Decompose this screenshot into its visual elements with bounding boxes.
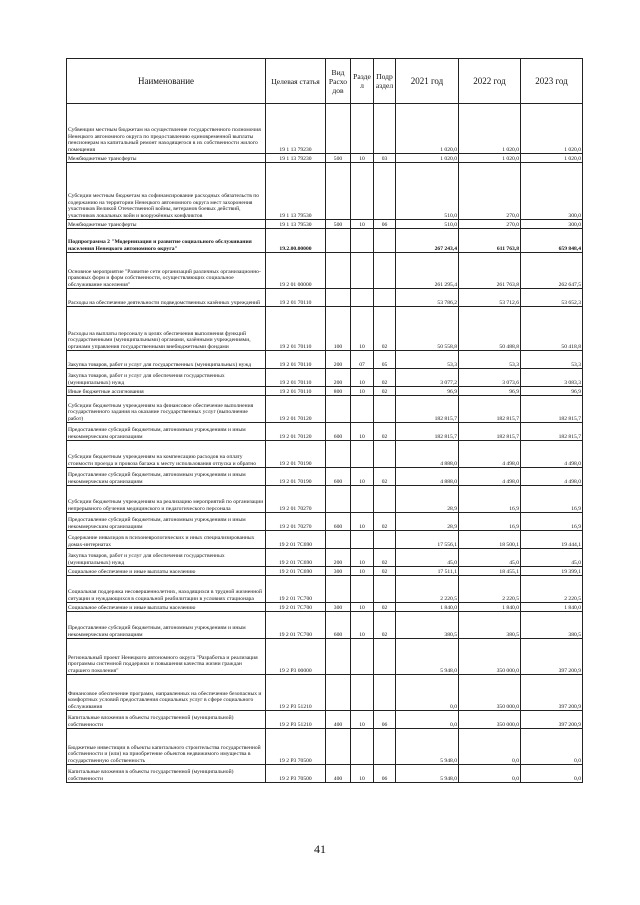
cell-kind: 100 — [326, 307, 351, 351]
header-kind: Вид Расхо дов — [326, 59, 351, 104]
table-row — [67, 576, 583, 603]
table-row — [67, 163, 583, 220]
cell-subsection — [374, 639, 396, 675]
cell-2021: 182 815,7 — [396, 396, 459, 423]
cell-name: Закупка товаров, работ и услуг для обеспечения государственных (муниципальных) нужд — [67, 369, 266, 387]
cell-subsection — [374, 531, 396, 549]
cell-target: 19 2 01 7С700 — [266, 576, 326, 603]
header-section: Разде л — [351, 59, 374, 104]
cell-2023: 4 498,0 — [521, 468, 583, 486]
cell-kind: 600 — [326, 468, 351, 486]
cell-subsection — [374, 253, 396, 289]
cell-target: 19 2 01 70120 — [266, 396, 326, 423]
cell-2021: 53 786,2 — [396, 289, 459, 307]
cell-subsection — [374, 675, 396, 711]
header-2023: 2023 год — [521, 59, 583, 104]
table-row — [67, 289, 583, 307]
cell-kind: 200 — [326, 351, 351, 369]
cell-2021: 17 556,1 — [396, 531, 459, 549]
header-2021: 2021 год — [396, 59, 459, 104]
cell-kind — [326, 163, 351, 220]
page-number: 41 — [314, 842, 326, 856]
cell-section: 10 — [351, 423, 374, 441]
cell-2023: 1 840,0 — [521, 603, 583, 612]
cell-target: 19 2 01 70270 — [266, 513, 326, 531]
cell-2023: 380,5 — [521, 612, 583, 639]
cell-target: 19 2 01 7С700 — [266, 612, 326, 639]
cell-2023: 3 083,3 — [521, 369, 583, 387]
cell-name: Субсидии бюджетным учреждениям на реализацию мероприятий по организации непрерывного обучения медицинского и педагогического персонала — [67, 486, 266, 513]
cell-2022: 1 020,0 — [459, 104, 521, 154]
cell-kind — [326, 229, 351, 253]
cell-name: Социальная поддержка несовершеннолетних, находящихся в трудной жизненной ситуации и нуждающихся в социальной реабилитации в условиях стационара — [67, 576, 266, 603]
cell-2023: 2 220,5 — [521, 576, 583, 603]
cell-kind: 500 — [326, 220, 351, 229]
table-row — [67, 351, 583, 369]
cell-2022: 380,5 — [459, 612, 521, 639]
cell-2021: 96,9 — [396, 387, 459, 396]
cell-name: Предоставление субсидий бюджетным, автономным учреждениям и иным некоммерческим организациям — [67, 612, 266, 639]
cell-2021: 267 243,4 — [396, 229, 459, 253]
cell-name: Предоставление субсидий бюджетным, автономным учреждениям и иным некоммерческим организациям — [67, 423, 266, 441]
cell-name: Предоставление субсидий бюджетным, автономным учреждениям и иным некоммерческим организациям — [67, 513, 266, 531]
cell-target: 19 2 01 70270 — [266, 486, 326, 513]
cell-name: Финансовое обеспечение программ, направленных на обеспечение безопасных и комфортных условий предоставления социальных услуг в сфере социального обслуживания — [67, 675, 266, 711]
cell-2021: 380,5 — [396, 612, 459, 639]
cell-subsection: 06 — [374, 711, 396, 729]
cell-name: Основное мероприятие "Развитие сети организаций различных организационно-правовых форм и форм собственности, осуществляющих социальное обслуживание населения" — [67, 253, 266, 289]
table-row — [67, 229, 583, 253]
cell-2022: 96,9 — [459, 387, 521, 396]
cell-target: 19 2 01 7С690 — [266, 549, 326, 567]
cell-section: 10 — [351, 387, 374, 396]
cell-2023: 300,0 — [521, 220, 583, 229]
cell-2021: 1 020,0 — [396, 154, 459, 163]
cell-2022: 270,0 — [459, 163, 521, 220]
cell-2023: 53,3 — [521, 351, 583, 369]
cell-kind — [326, 396, 351, 423]
cell-kind — [326, 531, 351, 549]
cell-section: 10 — [351, 513, 374, 531]
cell-name: Подпрограмма 2 "Модернизация и развитие социального обслуживания населения Ненецкого автономного округа" — [67, 229, 266, 253]
cell-name: Расходы на выплаты персоналу в целях обеспечения выполнения функций государственными (муниципальными) органами, казёнными учреждениями, органами управления государственными внебюджетными фондами — [67, 307, 266, 351]
cell-2022: 350 000,0 — [459, 675, 521, 711]
cell-2021: 4 888,0 — [396, 468, 459, 486]
cell-name: Субсидии местным бюджетам на софинансирование расходных обязательств по содержанию на территории Ненецкого автономного округа мест захоронения участников Великой Отечественной войны, ветеранов боевых действий, участников локальных войн и вооружённых конфликтов — [67, 163, 266, 220]
cell-2023: 397 200,9 — [521, 639, 583, 675]
cell-name: Региональный проект Ненецкого автономного округа "Разработка и реализация программы системной поддержки и повышения качества жизни граждан старшего поколения" — [67, 639, 266, 675]
cell-target: 19 2 01 70120 — [266, 423, 326, 441]
cell-2021: 5 948,0 — [396, 729, 459, 765]
cell-subsection: 06 — [374, 765, 396, 783]
cell-2022: 53,3 — [459, 351, 521, 369]
cell-subsection — [374, 486, 396, 513]
cell-kind: 500 — [326, 154, 351, 163]
table-row — [67, 603, 583, 612]
cell-subsection: 02 — [374, 387, 396, 396]
cell-2021: 2 220,5 — [396, 576, 459, 603]
cell-section — [351, 729, 374, 765]
cell-2022: 18 500,1 — [459, 531, 521, 549]
cell-section: 10 — [351, 765, 374, 783]
table-row — [67, 567, 583, 576]
cell-2021: 1 020,0 — [396, 104, 459, 154]
cell-target: 19 2 01 70110 — [266, 351, 326, 369]
cell-target: 19 2 Р3 70500 — [266, 729, 326, 765]
cell-name: Капитальные вложения в объекты государственной (муниципальной) собственности — [67, 711, 266, 729]
cell-name: Расходы на обеспечение деятельности подведомственных казённых учреждений — [67, 289, 266, 307]
cell-target: 19 2 Р3 00000 — [266, 639, 326, 675]
cell-name: Закупка товаров, работ и услуг для государственных (муниципальных) нужд — [67, 351, 266, 369]
cell-2022: 4 498,0 — [459, 441, 521, 468]
cell-kind — [326, 289, 351, 307]
cell-2021: 510,0 — [396, 220, 459, 229]
cell-name: Иные бюджетные ассигнования — [67, 387, 266, 396]
cell-2021: 28,9 — [396, 486, 459, 513]
cell-target: 19 2 01 70190 — [266, 468, 326, 486]
table-header-row — [67, 59, 583, 104]
cell-kind — [326, 675, 351, 711]
cell-2023: 4 498,0 — [521, 441, 583, 468]
cell-kind — [326, 576, 351, 603]
cell-subsection: 02 — [374, 369, 396, 387]
cell-subsection: 02 — [374, 567, 396, 576]
table-body — [67, 104, 583, 783]
cell-kind: 200 — [326, 369, 351, 387]
cell-2021: 17 511,1 — [396, 567, 459, 576]
cell-2023: 1 020,0 — [521, 154, 583, 163]
cell-target: 19.2.00.00000 — [266, 229, 326, 253]
cell-name: Социальное обеспечение и иные выплаты населению — [67, 603, 266, 612]
cell-2021: 0,0 — [396, 675, 459, 711]
cell-kind — [326, 253, 351, 289]
cell-section — [351, 531, 374, 549]
cell-2022: 18 455,1 — [459, 567, 521, 576]
cell-section: 10 — [351, 468, 374, 486]
cell-subsection — [374, 163, 396, 220]
cell-2022: 182 815,7 — [459, 423, 521, 441]
cell-kind: 200 — [326, 549, 351, 567]
cell-kind — [326, 441, 351, 468]
cell-2022: 45,0 — [459, 549, 521, 567]
cell-2021: 28,9 — [396, 513, 459, 531]
cell-2022: 2 220,5 — [459, 576, 521, 603]
cell-kind — [326, 729, 351, 765]
cell-subsection: 06 — [374, 220, 396, 229]
header-target: Целевая статья — [266, 59, 326, 104]
cell-2022: 182 815,7 — [459, 396, 521, 423]
cell-2021: 1 840,0 — [396, 603, 459, 612]
cell-section — [351, 441, 374, 468]
cell-2023: 16,9 — [521, 513, 583, 531]
cell-target: 19 2 01 70110 — [266, 387, 326, 396]
table-row — [67, 220, 583, 229]
cell-2021: 45,0 — [396, 549, 459, 567]
cell-subsection — [374, 729, 396, 765]
cell-kind — [326, 639, 351, 675]
cell-2023: 16,9 — [521, 486, 583, 513]
cell-name: Межбюджетные трансферты — [67, 154, 266, 163]
cell-2021: 5 948,0 — [396, 639, 459, 675]
cell-2022: 1 840,0 — [459, 603, 521, 612]
cell-2021: 261 295,4 — [396, 253, 459, 289]
cell-2022: 611 763,8 — [459, 229, 521, 253]
table-row — [67, 104, 583, 154]
cell-2023: 0,0 — [521, 729, 583, 765]
cell-target: 19 2 01 00000 — [266, 253, 326, 289]
cell-section — [351, 675, 374, 711]
cell-section — [351, 104, 374, 154]
cell-2023: 300,0 — [521, 163, 583, 220]
cell-subsection: 02 — [374, 468, 396, 486]
cell-kind: 300 — [326, 603, 351, 612]
cell-subsection: 02 — [374, 612, 396, 639]
cell-2023: 45,0 — [521, 549, 583, 567]
cell-2021: 50 558,8 — [396, 307, 459, 351]
cell-target: 19 2 01 7С700 — [266, 603, 326, 612]
cell-2023: 19 399,1 — [521, 567, 583, 576]
cell-target: 19 2 01 70110 — [266, 289, 326, 307]
cell-2021: 510,0 — [396, 163, 459, 220]
budget-table — [66, 58, 583, 783]
cell-section — [351, 229, 374, 253]
cell-subsection: 05 — [374, 351, 396, 369]
cell-2021: 5 948,0 — [396, 765, 459, 783]
cell-2023: 96,9 — [521, 387, 583, 396]
cell-2022: 0,0 — [459, 729, 521, 765]
table-row — [67, 423, 583, 441]
cell-name: Субсидии бюджетным учреждениям на компенсацию расходов на оплату стоимости проезда и провоза багажа к месту использования отпуска и обратно — [67, 441, 266, 468]
table-row — [67, 612, 583, 639]
cell-subsection: 03 — [374, 154, 396, 163]
cell-subsection: 02 — [374, 307, 396, 351]
cell-2023: 1 020,0 — [521, 104, 583, 154]
cell-name: Капитальные вложения в объекты государственной (муниципальной) собственности — [67, 765, 266, 783]
cell-2023: 53 652,3 — [521, 289, 583, 307]
cell-section: 10 — [351, 369, 374, 387]
table-row — [67, 729, 583, 765]
cell-name: Предоставление субсидий бюджетным, автономным учреждениям и иным некоммерческим организациям — [67, 468, 266, 486]
cell-section: 10 — [351, 154, 374, 163]
cell-target: 19 2 01 70110 — [266, 369, 326, 387]
cell-kind: 600 — [326, 513, 351, 531]
cell-subsection — [374, 229, 396, 253]
cell-2022: 270,0 — [459, 220, 521, 229]
cell-2023: 397 200,9 — [521, 711, 583, 729]
cell-2022: 0,0 — [459, 765, 521, 783]
header-subsection: Подр аздел — [374, 59, 396, 104]
table-row — [67, 486, 583, 513]
cell-section: 10 — [351, 220, 374, 229]
cell-2022: 350 000,0 — [459, 639, 521, 675]
cell-2022: 350 000,0 — [459, 711, 521, 729]
table-row — [67, 441, 583, 468]
cell-kind: 400 — [326, 765, 351, 783]
cell-subsection — [374, 576, 396, 603]
cell-2023: 397 200,9 — [521, 675, 583, 711]
cell-2023: 50 418,8 — [521, 307, 583, 351]
cell-2021: 182 815,7 — [396, 423, 459, 441]
cell-target: 19 2 01 7С690 — [266, 567, 326, 576]
cell-target: 19 2 01 70190 — [266, 441, 326, 468]
cell-target: 19 1 13 79230 — [266, 104, 326, 154]
cell-2022: 261 763,8 — [459, 253, 521, 289]
cell-2022: 53 712,6 — [459, 289, 521, 307]
cell-2021: 53,3 — [396, 351, 459, 369]
table-row — [67, 396, 583, 423]
cell-subsection: 02 — [374, 513, 396, 531]
cell-2022: 50 488,8 — [459, 307, 521, 351]
table-row — [67, 468, 583, 486]
cell-section — [351, 639, 374, 675]
cell-section: 10 — [351, 549, 374, 567]
cell-section: 10 — [351, 711, 374, 729]
cell-target: 19 1 13 79530 — [266, 220, 326, 229]
cell-name: Социальное обеспечение и иные выплаты населению — [67, 567, 266, 576]
cell-name: Содержание инвалидов в психоневрологических и иных специализированных домах-интернатах — [67, 531, 266, 549]
cell-target: 19 2 01 7С690 — [266, 531, 326, 549]
cell-section: 07 — [351, 351, 374, 369]
cell-subsection: 02 — [374, 603, 396, 612]
cell-section — [351, 163, 374, 220]
cell-2023: 19 444,1 — [521, 531, 583, 549]
cell-name: Субвенции местным бюджетам на осуществление государственного полномочия Ненецкого автономного округа по предоставлению единовременной выплаты пенсионерам на капитальный ремонт находящегося в их собственности жилого помещения — [67, 104, 266, 154]
cell-name: Бюджетные инвестиции в объекты капитального строительства государственной собственности и (или) на приобретение объектов недвижимого имущества в государственную собственность — [67, 729, 266, 765]
cell-target: 19 1 13 79530 — [266, 163, 326, 220]
cell-section: 10 — [351, 612, 374, 639]
cell-name: Межбюджетные трансферты — [67, 220, 266, 229]
table-row — [67, 531, 583, 549]
cell-section: 10 — [351, 603, 374, 612]
cell-2022: 3 073,6 — [459, 369, 521, 387]
cell-kind — [326, 104, 351, 154]
cell-target: 19 1 13 79230 — [266, 154, 326, 163]
cell-2021: 3 077,2 — [396, 369, 459, 387]
cell-kind: 800 — [326, 387, 351, 396]
cell-name: Субсидии бюджетным учреждениям на финансовое обеспечение выполнения государственного задания на оказание государственных услуг (выполнение работ) — [67, 396, 266, 423]
cell-name: Закупка товаров, работ и услуг для обеспечения государственных (муниципальных) нужд — [67, 549, 266, 567]
cell-target: 19 2 Р3 70500 — [266, 765, 326, 783]
cell-kind — [326, 486, 351, 513]
cell-target: 19 2 Р3 51210 — [266, 675, 326, 711]
cell-target: 19 2 01 70110 — [266, 307, 326, 351]
cell-section: 10 — [351, 567, 374, 576]
cell-subsection — [374, 441, 396, 468]
cell-2022: 4 498,0 — [459, 468, 521, 486]
cell-section — [351, 576, 374, 603]
cell-2021: 4 888,0 — [396, 441, 459, 468]
cell-2023: 0,0 — [521, 765, 583, 783]
cell-kind: 300 — [326, 567, 351, 576]
cell-section — [351, 486, 374, 513]
cell-kind: 600 — [326, 423, 351, 441]
cell-subsection — [374, 104, 396, 154]
cell-subsection: 02 — [374, 423, 396, 441]
cell-2023: 182 815,7 — [521, 396, 583, 423]
table-row — [67, 675, 583, 711]
cell-section — [351, 396, 374, 423]
cell-kind: 400 — [326, 711, 351, 729]
header-name: Наименование — [67, 59, 266, 104]
cell-subsection: 02 — [374, 549, 396, 567]
table-row — [67, 639, 583, 675]
cell-2022: 16,9 — [459, 513, 521, 531]
table-row — [67, 307, 583, 351]
cell-2023: 262 647,5 — [521, 253, 583, 289]
cell-section: 10 — [351, 307, 374, 351]
cell-2021: 0,0 — [396, 711, 459, 729]
table-row — [67, 369, 583, 387]
table-row — [67, 765, 583, 783]
table-row — [67, 387, 583, 396]
table-row — [67, 154, 583, 163]
cell-subsection — [374, 289, 396, 307]
table-row — [67, 549, 583, 567]
table-row — [67, 711, 583, 729]
cell-2023: 659 848,4 — [521, 229, 583, 253]
cell-subsection — [374, 396, 396, 423]
cell-target: 19 2 Р3 51210 — [266, 711, 326, 729]
cell-section — [351, 289, 374, 307]
cell-kind: 600 — [326, 612, 351, 639]
cell-2023: 182 815,7 — [521, 423, 583, 441]
cell-section — [351, 253, 374, 289]
table-row — [67, 513, 583, 531]
header-2022: 2022 год — [459, 59, 521, 104]
cell-2022: 1 020,0 — [459, 154, 521, 163]
table-row — [67, 253, 583, 289]
cell-2022: 16,9 — [459, 486, 521, 513]
